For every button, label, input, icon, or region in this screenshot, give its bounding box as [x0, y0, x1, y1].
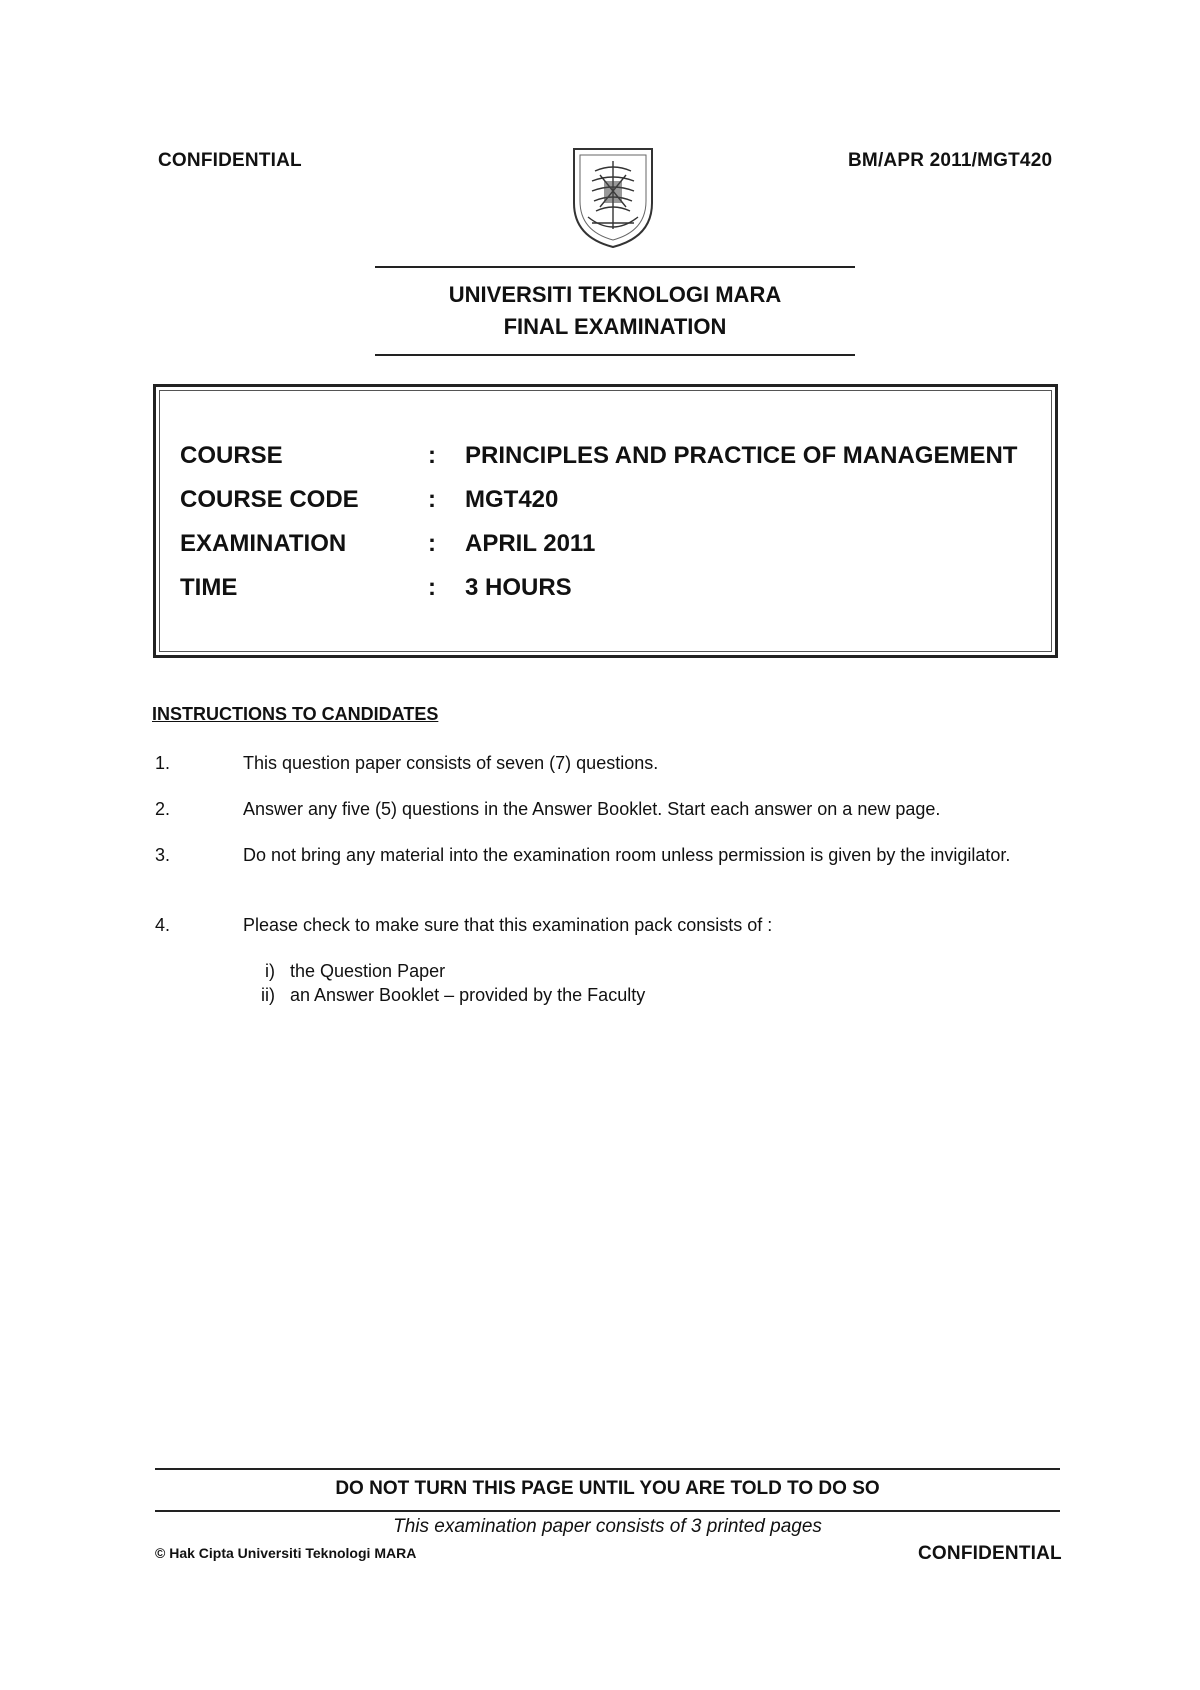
instructions-heading: INSTRUCTIONS TO CANDIDATES [152, 704, 439, 724]
university-crest-icon [570, 145, 656, 251]
footer-confidential: CONFIDENTIAL [918, 1543, 1062, 1564]
detail-label: COURSE CODE [180, 486, 359, 513]
detail-value: 3 HOURS [465, 574, 572, 601]
detail-colon: : [428, 442, 436, 469]
instruction-text: Do not bring any material into the examination room unless permission is given by the invigilator. [243, 845, 1011, 865]
header-confidential: CONFIDENTIAL [158, 150, 302, 171]
detail-value: PRINCIPLES AND PRACTICE OF MANAGEMENT [465, 442, 1018, 469]
subitem-number: ii) [261, 985, 275, 1005]
detail-colon: : [428, 530, 436, 557]
document-code: BM/APR 2011/MGT420 [848, 150, 1053, 171]
footer-notice: DO NOT TURN THIS PAGE UNTIL YOU ARE TOLD TO DO SO [335, 1478, 880, 1499]
subitem-text: the Question Paper [290, 961, 446, 981]
footer-rule-bottom [155, 1510, 1060, 1512]
subitem-number: i) [265, 961, 275, 981]
detail-label: COURSE [180, 442, 283, 469]
instruction-number: 1. [155, 753, 171, 773]
copyright-notice: © Hak Cipta Universiti Teknologi MARA [155, 1545, 417, 1561]
detail-value: APRIL 2011 [465, 530, 596, 557]
university-name: UNIVERSITI TEKNOLOGI MARA [448, 282, 782, 307]
instruction-number: 2. [155, 799, 171, 819]
detail-colon: : [428, 574, 436, 601]
instruction-text: Answer any five (5) questions in the Answer Booklet. Start each answer on a new page. [243, 799, 941, 819]
footer-rule-top [155, 1468, 1060, 1470]
instruction-number: 4. [155, 915, 171, 935]
subitem-text: an Answer Booklet – provided by the Faculty [290, 985, 646, 1005]
instruction-number: 3. [155, 845, 171, 865]
exam-type: FINAL EXAMINATION [503, 314, 727, 339]
course-details-box [153, 384, 1058, 658]
instruction-text: Please check to make sure that this examination pack consists of : [243, 915, 773, 935]
detail-value: MGT420 [465, 486, 559, 513]
title-rule-top [375, 266, 855, 268]
instruction-text: This question paper consists of seven (7) questions. [243, 753, 659, 773]
page-count-note: This examination paper consists of 3 printed pages [393, 1516, 822, 1537]
title-rule-bottom [375, 354, 855, 356]
detail-label: EXAMINATION [180, 530, 347, 557]
detail-label: TIME [180, 574, 238, 601]
detail-colon: : [428, 486, 436, 513]
